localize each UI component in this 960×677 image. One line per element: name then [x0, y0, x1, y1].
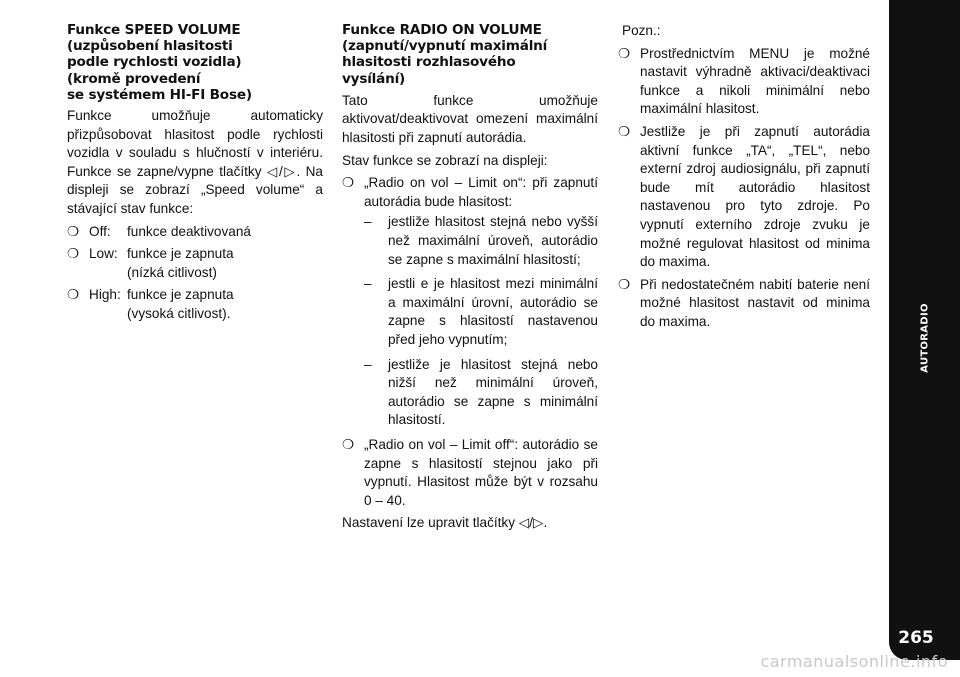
column-notes [618, 22, 870, 336]
level-description: funkce je zapnuta [127, 246, 234, 262]
watermark: carmanualsonline.info [760, 652, 948, 671]
bullet-icon: ❍ [342, 175, 355, 191]
bullet-icon: ❍ [67, 287, 80, 303]
bullet-icon: ❍ [67, 246, 80, 262]
bullet-icon: ❍ [342, 436, 355, 452]
note-item: ❍ Při nedostatečném nabití baterie není možné hlasitost nastavit od minima do maxima. [618, 276, 870, 329]
note-label: Pozn.: [622, 23, 661, 38]
column-radio-on-volume [342, 22, 598, 537]
section-heading-radio-on-volume: Funkce RADIO ON VOLUME (zapnutí/vypnutí maximální hlasitosti rozhlasového vysílání) [342, 22, 548, 87]
bullet-icon: ❍ [67, 223, 80, 239]
dash-icon: – [364, 214, 372, 230]
section-tab-label: AUTORADIO [919, 303, 931, 373]
dash-icon: – [364, 276, 372, 292]
bullet-icon: ❍ [618, 276, 631, 292]
dash-icon: – [364, 356, 372, 372]
paragraph-setting: Nastavení lze upravit tlačítky ◁/▷. [342, 515, 548, 531]
paragraph-display: Stav funkce se zobrazí na displeji: [342, 152, 548, 168]
level-label: Off: [89, 223, 111, 239]
bullet-icon: ❍ [618, 45, 631, 61]
note-item: ❍ Jestliže je při zapnutí autorádia aktivní funkce „TA“, „TEL“, nebo externí zdroj audiosignálu, při zapnutí bude mít autorádio hlasitost nastavenou pro tyto zdroje. Po vypnutí externího zdroje zvuku je možné regulovat hlasitost od minima do maxima. [618, 123, 870, 270]
paragraph-intro: Tato funkce umožňuje aktivovat/deaktivovat omezení maximální hlasitosti při zapnutí autorádia. [342, 92, 598, 145]
sub-item: – jestliže hlasitost stejná nebo vyšší než maximální úroveň, autorádio se zapne s maximální hlasitostí; [364, 214, 598, 267]
paragraph-intro: Funkce umožňuje automaticky přizpůsobovat hlasitost podle rychlosti vozidla v souladu s hlučností v interiéru. Funkce se zapne/vypne tlačítky ◁/▷. Na displeji se zobrazí „Speed volume“ a stávající stav funkce: [67, 108, 323, 216]
sub-item: – jestli e je hlasitost mezi minimální a maximální úrovní, autorádio se zapne s hlasitostí nastavenou před jeho vypnutím; [364, 276, 598, 347]
level-description: funkce je zapnuta [127, 287, 234, 303]
list-item-off [67, 223, 323, 242]
list-item-limit-off: ❍ „Radio on vol – Limit off“: autorádio se zapne s hlasitostí stejnou jako při vypnutí. Hlasitost může být v rozsahu 0 – 40. [342, 436, 598, 508]
list-item-low [67, 245, 323, 282]
level-description-note: (nízká citlivost) [127, 264, 217, 280]
level-label: Low: [89, 246, 118, 262]
column-speed-volume [67, 22, 323, 328]
bullet-icon: ❍ [618, 123, 631, 139]
level-description-note: (vysoká citlivost). [127, 305, 231, 321]
level-description: funkce deaktivovaná [127, 223, 251, 239]
list-item-high [67, 286, 323, 323]
section-heading-speed-volume: Funkce SPEED VOLUME (uzpůsobení hlasitosti podle rychlosti vozidla) (kromě provedení se systémem HI-FI Bose) [67, 22, 252, 103]
page-number: 265 [898, 628, 934, 648]
list-item-limit-on: ❍ „Radio on vol – Limit on“: při zapnutí autorádia bude hlasitost: – jestliže hlasitost stejná nebo vyšší než maximální úroveň, autorádio se zapne s maximální hlasitostí; – jestli e je hlasitost mezi minimální a maximální úrovní, autorádio se zapne s hlasitostí nastavenou před jeho vypnutím; – jestliže je hlasitost stejná nebo nižší než minimální úroveň, autorádio se zapne s minimální hlasitostí. [342, 174, 598, 430]
level-label: High: [89, 287, 121, 303]
note-item: ❍ Prostřednictvím MENU je možné nastavit výhradně aktivaci/deaktivaci funkce a nikoli minimální nebo maximální hlasitost. [618, 45, 870, 117]
sub-item: – jestliže je hlasitost stejná nebo nižší než minimální úroveň, autorádio se zapne s minimální hlasitostí. [364, 356, 598, 428]
